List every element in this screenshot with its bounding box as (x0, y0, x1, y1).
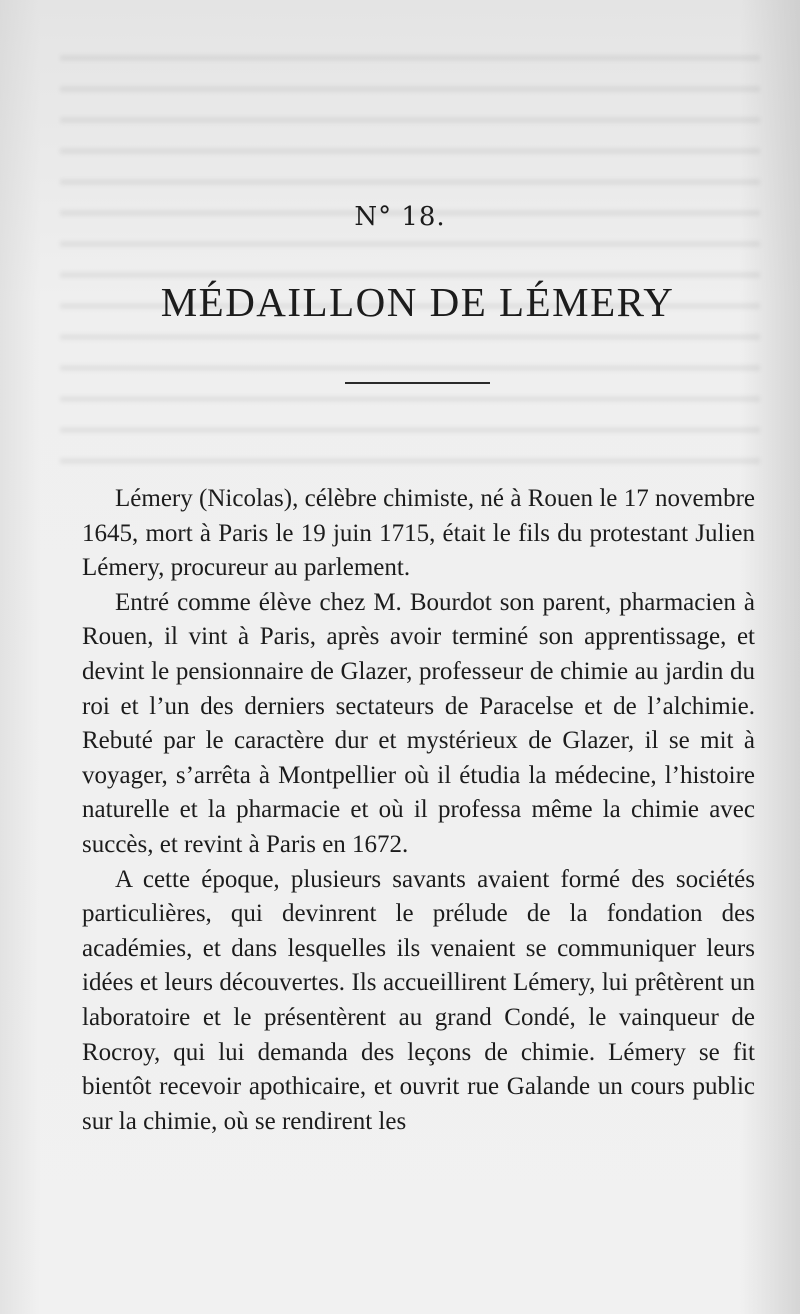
issue-number: N° 18. (354, 202, 446, 232)
paragraph: Entré comme élève chez M. Bourdot son parent, pharmacien à Rouen, il vint à Paris, après avoir terminé son apprentissage, et devint le pensionnaire de Glazer, professeur de chimie au jardin du roi et l’un des derniers sectateurs de Paracelse et de l’alchimie. Rebuté par le caractère dur et mystérieux de Glazer, il se mit à voyager, s’arrêta à Montpellier où il étudia la médecine, l’histoire naturelle et la pharmacie et où il professa même la chimie avec succès, et revint à Paris en 1672. (82, 588, 755, 858)
title-divider (345, 382, 490, 384)
bleed-through-shadow (60, 55, 760, 475)
body-text (82, 482, 755, 1139)
page-title: MÉDAILLON DE LÉMERY (160, 279, 675, 325)
paragraph: Lémery (Nicolas), célèbre chimiste, né à Rouen le 17 novembre 1645, mort à Paris le 19 juin 1715, était le fils du protestant Julien Lémery, procureur au parlement. (82, 485, 755, 582)
paragraph: A cette époque, plusieurs savants avaient formé des sociétés particulières, qui devinrent le prélude de la fondation des académies, et dans lesquelles ils venaient se communiquer leurs idées et leurs découvertes. Ils accueillirent Lémery, lui prêtèrent un laboratoire et le présentèrent au grand Condé, le vainqueur de Rocroy, qui lui demanda des leçons de chimie. Lémery se fit bientôt recevoir apothicaire, et ouvrit rue Galande un cours public sur la chimie, où se rendirent les (82, 865, 755, 1135)
